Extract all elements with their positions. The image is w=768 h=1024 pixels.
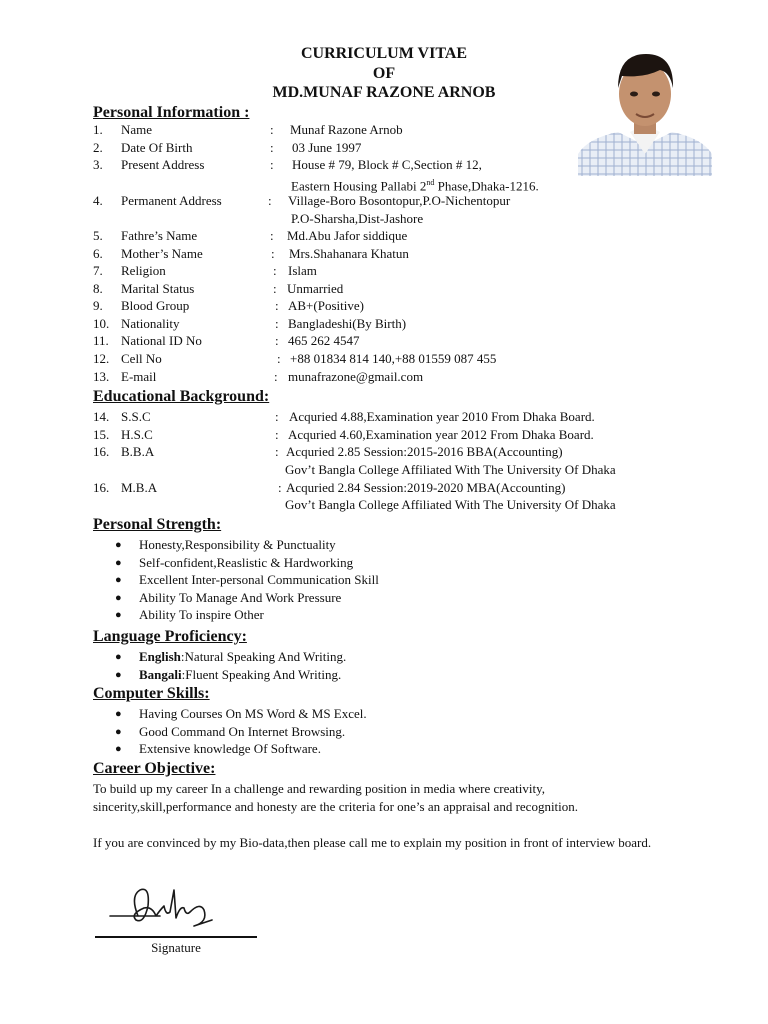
language-item xyxy=(115,666,342,684)
personal-info-row xyxy=(0,245,768,263)
section-language-proficiency: Language Proficiency: xyxy=(93,628,247,645)
strength-text: Ability To inspire Other xyxy=(139,607,264,623)
section-career-objective: Career Objective: xyxy=(93,760,216,777)
present-address-line2-end: Phase,Dhaka-1216. xyxy=(434,178,539,194)
education-colon: : xyxy=(275,409,279,424)
bullet-icon: ● xyxy=(115,743,122,755)
computer-skill-text: Having Courses On MS Word & MS Excel. xyxy=(139,706,367,721)
education-value: Acquried 2.84 Session:2019-2020 MBA(Accounting) xyxy=(286,480,566,495)
language-item xyxy=(115,648,347,666)
bba-institution: Gov’t Bangla College Affiliated With The University Of Dhaka xyxy=(285,462,616,477)
personal-info-value: Unmarried xyxy=(287,281,344,296)
personal-info-colon: : xyxy=(271,246,275,261)
personal-info-number: 7. xyxy=(93,263,103,278)
section-personal-strength: Personal Strength: xyxy=(93,516,222,533)
personal-info-number: 10. xyxy=(93,316,110,331)
personal-info-number: 3. xyxy=(93,157,103,172)
cv-title-line2: OF xyxy=(372,65,396,82)
strength-text: Honesty,Responsibility & Punctuality xyxy=(139,537,336,552)
personal-info-number: 4. xyxy=(93,193,103,208)
strength-item xyxy=(115,589,342,607)
computer-skill-item xyxy=(115,740,321,758)
strength-item xyxy=(115,536,336,554)
personal-info-colon: : xyxy=(275,316,279,331)
strength-item xyxy=(115,571,379,589)
personal-info-row xyxy=(0,315,768,333)
bullet-icon: ● xyxy=(115,609,122,622)
bullet-icon: ● xyxy=(115,556,122,569)
personal-info-number: 1. xyxy=(93,122,103,137)
personal-info-value: 03 June 1997 xyxy=(292,140,362,155)
personal-info-colon: : xyxy=(270,157,274,172)
education-row xyxy=(0,426,768,444)
personal-info-value: House # 79, Block # C,Section # 12, xyxy=(292,157,482,172)
personal-info-label: Mother’s Name xyxy=(121,246,203,261)
personal-info-number: 9. xyxy=(93,298,103,313)
personal-info-value: Islam xyxy=(288,263,317,278)
education-number: 16. xyxy=(93,480,110,495)
personal-info-value: Bangladeshi(By Birth) xyxy=(288,316,407,331)
personal-info-colon: : xyxy=(273,263,277,278)
personal-info-colon: : xyxy=(270,228,274,243)
present-address-superscript: nd xyxy=(426,178,435,187)
strength-text: Ability To Manage And Work Pressure xyxy=(139,589,342,605)
computer-skill-text: Good Command On Internet Browsing. xyxy=(139,723,346,739)
education-row xyxy=(0,443,768,461)
personal-info-row xyxy=(0,350,768,368)
personal-info-row xyxy=(0,262,768,280)
education-label: H.S.C xyxy=(121,427,153,442)
cv-title-name: MD.MUNAF RAZONE ARNOB xyxy=(272,84,496,101)
personal-info-label: Fathre’s Name xyxy=(121,228,198,243)
personal-info-number: 5. xyxy=(93,228,103,243)
personal-info-number: 6. xyxy=(93,246,103,261)
signature-line xyxy=(95,936,257,938)
personal-info-value: Village-Boro Bosontopur,P.O-Nichentopur xyxy=(288,193,511,208)
personal-info-colon: : xyxy=(273,281,277,296)
personal-info-label: Religion xyxy=(121,263,166,278)
language-level: :Fluent Speaking And Writing. xyxy=(181,666,342,682)
bullet-icon: ● xyxy=(115,651,122,663)
personal-info-colon: : xyxy=(268,193,272,208)
personal-info-label: Cell No xyxy=(121,351,162,366)
personal-info-colon: : xyxy=(270,140,274,155)
section-personal-information: Personal Information : xyxy=(93,104,250,121)
strength-text: Excellent Inter-personal Communication Skill xyxy=(139,572,379,588)
permanent-address-continuation: P.O-Sharsha,Dist-Jashore xyxy=(291,211,424,226)
personal-info-label: Present Address xyxy=(121,157,205,172)
education-label: S.S.C xyxy=(121,409,151,424)
personal-info-row xyxy=(0,139,768,157)
signature-mark xyxy=(100,876,280,936)
personal-info-colon: : xyxy=(275,298,279,313)
career-objective-text: To build up my career In a challenge and rewarding position in media where creativity, sincerity,skill,performance and honesty are the criteria for one’s an appraisal and recognition. xyxy=(93,781,579,814)
personal-info-value: AB+(Positive) xyxy=(288,298,364,313)
personal-info-number: 12. xyxy=(93,351,110,366)
cv-title-line1: CURRICULUM VITAE xyxy=(300,45,468,62)
personal-info-value: +88 01834 814 140,+88 01559 087 455 xyxy=(290,351,497,366)
education-label: M.B.A xyxy=(121,480,158,495)
personal-info-label: Permanent Address xyxy=(121,193,222,208)
education-row xyxy=(0,479,768,497)
computer-skill-item xyxy=(115,705,367,723)
education-label: B.B.A xyxy=(121,444,155,459)
personal-info-row xyxy=(0,280,768,298)
personal-info-colon: : xyxy=(277,351,281,366)
personal-info-number: 13. xyxy=(93,369,110,384)
language-level: :Natural Speaking And Writing. xyxy=(180,649,347,664)
education-colon: : xyxy=(275,444,279,459)
personal-info-number: 11. xyxy=(93,333,109,348)
section-computer-skills: Computer Skills: xyxy=(93,685,210,702)
personal-info-number: 8. xyxy=(93,281,103,296)
closing-statement: If you are convinced by my Bio-data,then please call me to explain my position in front of interview board. xyxy=(93,835,652,850)
personal-info-value: Munaf Razone Arnob xyxy=(290,122,403,137)
education-number: 14. xyxy=(93,409,110,424)
signature-label: Signature xyxy=(151,940,201,955)
education-colon: : xyxy=(275,427,279,442)
personal-info-row xyxy=(0,297,768,315)
personal-info-label: Blood Group xyxy=(121,298,190,313)
language-name: Bangali xyxy=(139,666,182,682)
personal-info-value: 465 262 4547 xyxy=(288,333,360,348)
bullet-icon: ● xyxy=(115,591,122,604)
bullet-icon: ● xyxy=(115,725,122,738)
strength-item xyxy=(115,554,354,572)
personal-info-row xyxy=(0,121,768,139)
education-value: Acquried 4.88,Examination year 2010 From Dhaka Board. xyxy=(289,409,595,424)
personal-info-row xyxy=(0,368,768,386)
language-name: English xyxy=(139,649,181,664)
education-row xyxy=(0,408,768,426)
personal-info-number: 2. xyxy=(93,140,103,155)
personal-info-label: National ID No xyxy=(121,333,202,348)
personal-info-value[interactable]: munafrazone@gmail.com xyxy=(288,369,424,384)
education-number: 15. xyxy=(93,427,110,442)
personal-info-row xyxy=(0,156,768,174)
strength-item xyxy=(115,606,264,624)
present-address-continuation xyxy=(291,174,539,195)
mba-institution: Gov’t Bangla College Affiliated With The University Of Dhaka xyxy=(285,497,616,512)
personal-info-label: Name xyxy=(121,122,153,137)
personal-info-colon: : xyxy=(274,369,278,384)
bullet-icon: ● xyxy=(115,539,122,551)
computer-skill-text: Extensive knowledge Of Software. xyxy=(139,741,321,756)
education-value: Acquried 4.60,Examination year 2012 From Dhaka Board. xyxy=(288,427,594,442)
bullet-icon: ● xyxy=(115,708,122,720)
personal-info-colon: : xyxy=(275,333,279,348)
education-colon: : xyxy=(278,480,282,495)
personal-info-label: E-mail xyxy=(121,369,157,384)
computer-skill-item xyxy=(115,723,346,741)
section-educational-background: Educational Background: xyxy=(93,388,270,405)
education-value: Acquried 2.85 Session:2015-2016 BBA(Accounting) xyxy=(286,444,563,459)
present-address-line2: Eastern Housing Pallabi 2 xyxy=(291,178,427,194)
personal-info-colon: : xyxy=(270,122,274,137)
bullet-icon: ● xyxy=(115,574,122,587)
personal-info-label: Nationality xyxy=(121,316,180,331)
personal-info-label: Marital Status xyxy=(121,281,195,296)
personal-info-label: Date Of Birth xyxy=(121,140,193,155)
strength-text: Self-confident,Reaslistic & Hardworking xyxy=(139,554,354,570)
education-number: 16. xyxy=(93,444,110,459)
personal-info-row xyxy=(0,227,768,245)
personal-info-value: Mrs.Shahanara Khatun xyxy=(289,246,409,261)
personal-info-row xyxy=(0,332,768,350)
bullet-icon: ● xyxy=(115,668,122,681)
personal-info-value: Md.Abu Jafor siddique xyxy=(287,228,408,243)
